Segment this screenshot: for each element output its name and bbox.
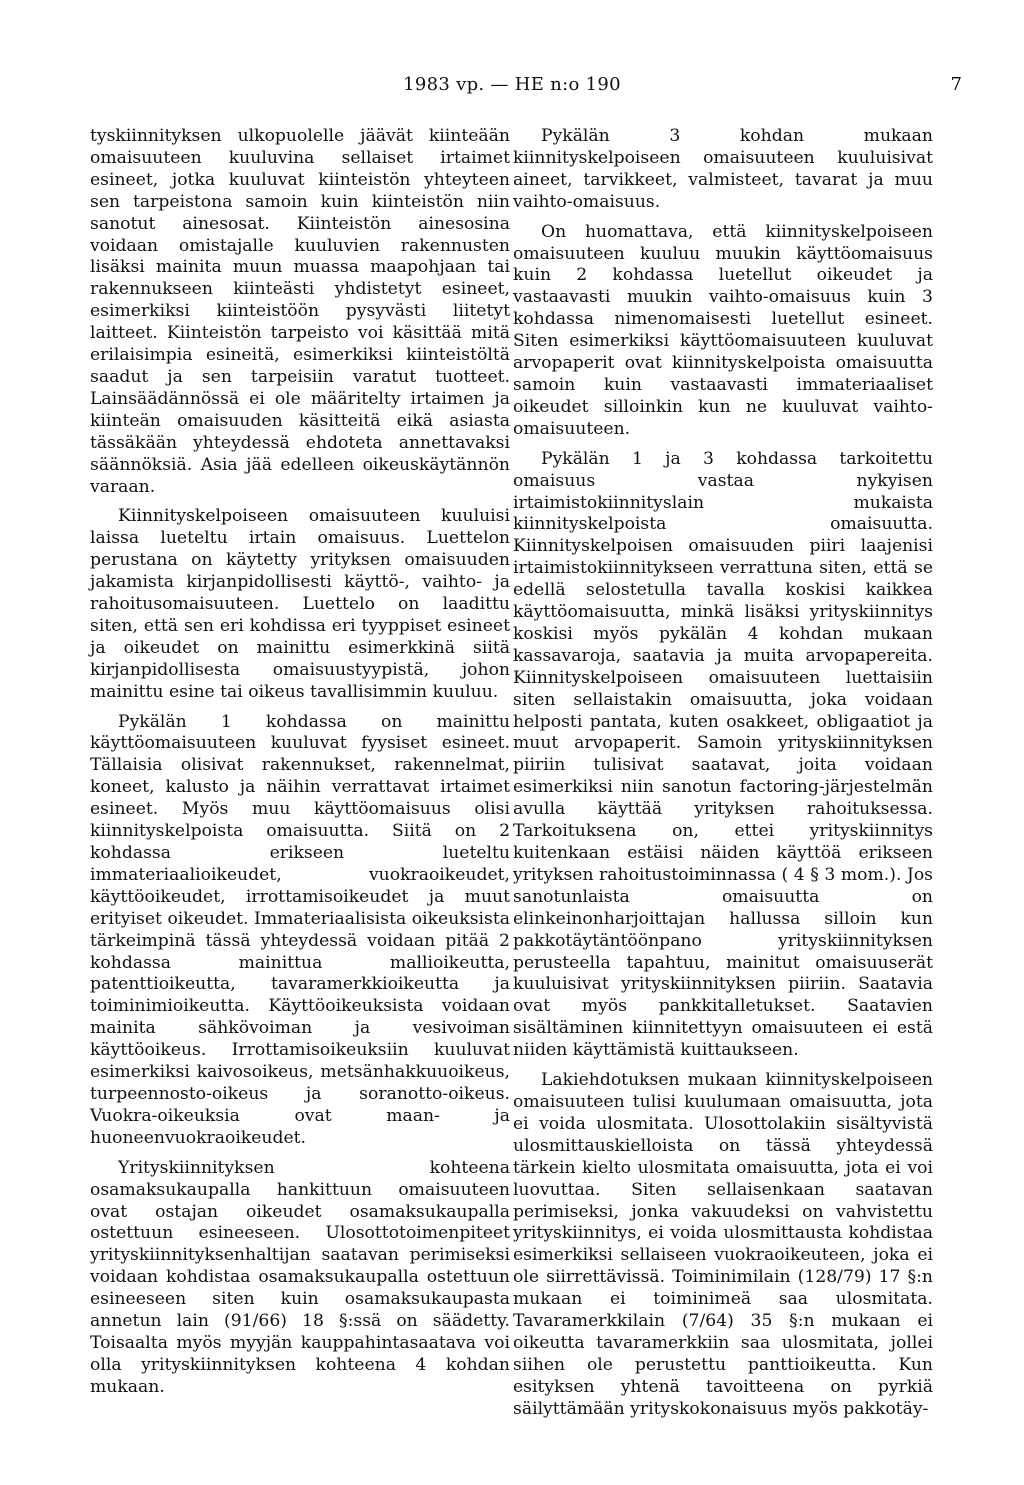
- page-header: [0, 74, 1024, 104]
- paragraph: tyskiinnityksen ulkopuolelle jäävät kiinteään omaisuuteen kuuluvina sellaiset irtaimet esineet, jotka kuuluvat kiinteistön yhteyteen sen tarpeistona samoin kuin kiinteistön niin sanotut ainesosat. Kiinteistön ainesosina voidaan omistajalle kuuluvien rakennusten lisäksi mainita muun muassa maapohjaan tai rakennukseen kiinteästi yhdistetyt esineet, esimerkiksi kiinteistöön pysyvästi liitetyt laitteet. Kiinteistön tarpeisto voi käsittää mitä erilaisimpia esineitä, esimerkiksi kiinteistöltä saadut ja sen tarpeisiin varatut tuotteet. Lainsäädännössä ei ole määritelty irtaimen ja kiinteän omaisuuden käsitteitä eikä asiasta tässäkään yhteydessä ehdoteta annettavaksi säännöksiä. Asia jää edelleen oikeuskäytännön varaan.: [90, 126, 510, 497]
- paragraph: Pykälän 1 ja 3 kohdassa tarkoitettu omaisuus vastaa nykyisen irtaimistokiinnityslain mukaista kiinnityskelpoista omaisuutta. Kiinnityskelpoisen omaisuuden piiri laajenisi irtaimistokiinnitykseen verrattuna siten, että se edellä selostetulla tavalla koskisi kaikkea käyttöomaisuutta, minkä lisäksi yrityskiinnitys koskisi myös pykälän 4 kohdan mukaan kassavaroja, saatavia ja muita arvopapereita. Kiinnityskelpoiseen omaisuuteen luettaisiin siten sellaistakin omaisuutta, joka voidaan helposti pantata, kuten osakkeet, obligaatiot ja muut arvopaperit. Samoin yrityskiinnityksen piiriin tulisivat saatavat, joita voidaan esimerkiksi niin sanotun factoring-järjestelmän avulla käyttää yrityksen rahoituksessa. Tarkoituksena on, ettei yrityskiinnitys kuitenkaan estäisi näiden käyttöä erikseen yrityksen rahoitustoiminnassa ( 4 § 3 mom.). Jos sanotunlaista omaisuutta on elinkeinonharjoittajan hallussa silloin kun pakkotäytäntöönpano yrityskiinnityksen perusteella tapahtuu, mainitut omaisuuserät kuuluisivat yrityskiinnityksen piiriin. Saatavia ovat myös pankkitalletukset. Saatavien sisältäminen kiinnitettyyn omaisuuteen ei estä niiden käyttämistä kuittaukseen.: [513, 448, 933, 1061]
- paragraph: Kiinnityskelpoiseen omaisuuteen kuuluisi laissa lueteltu irtain omaisuus. Luettelon perustana on käytetty yrityksen omaisuuden jakamista kirjanpidollisesti käyttö-, vaihto- ja rahoitusomaisuuteen. Luettelo on laadittu siten, että sen eri kohdissa eri tyyppiset esineet ja oikeudet on mainittu esimerkkinä siitä kirjanpidollisesta omaisuustyypistä, johon mainittu esine tai oikeus tavallisimmin kuuluu.: [90, 506, 510, 702]
- page-number: 7: [950, 74, 962, 95]
- paragraph: Pykälän 1 kohdassa on mainittu käyttöomaisuuteen kuuluvat fyysiset esineet. Tällaisia olisivat rakennukset, rakennelmat, koneet, kalusto ja näihin verrattavat irtaimet esineet. Myös muu käyttöomaisuus olisi kiinnityskelpoista omaisuutta. Siitä on 2 kohdassa erikseen lueteltu immateriaalioikeudet, vuokraoikeudet, käyttöoikeudet, irrottamisoikeudet ja muut erityiset oikeudet. Immateriaalisista oikeuksista tärkeimpinä tässä yhteydessä voidaan pitää 2 kohdassa mainittua mallioikeutta, patenttioikeutta, tavaramerkkioikeutta ja toiminimioikeutta. Käyttöoikeuksista voidaan mainita sähkövoiman ja vesivoiman käyttöoikeus. Irrottamisoikeuksiin kuuluvat esimerkiksi kaivosoikeus, metsänhakkuuoikeus, turpeennosto-oikeus ja soranotto-oikeus. Vuokra-oikeuksia ovat maan- ja huoneenvuokraoikeudet.: [90, 711, 510, 1148]
- paragraph: Yrityskiinnityksen kohteena osamaksukaupalla hankittuun omaisuuteen ovat ostajan oikeudet osamaksukaupalla ostettuun esineeseen. Ulosottotoimenpiteet yrityskiinnityksenhaltijan saatavan perimiseksi voidaan kohdistaa osamaksukaupalla ostettuun esineeseen siten kuin osamaksukaupasta annetun lain (91/66) 18 §:ssä on säädetty. Toisaalta myös myyjän kauppahintasaatava voi olla yrityskiinnityksen kohteena 4 kohdan mukaan.: [90, 1157, 510, 1397]
- paragraph: Lakiehdotuksen mukaan kiinnityskelpoiseen omaisuuteen tulisi kuulumaan omaisuutta, jota ei voida ulosmitata. Ulosottolakiin sisältyvistä ulosmittauskielloista on tässä yhteydessä tärkein kielto ulosmitata omaisuutta, jota ei voi luovuttaa. Siten sellaisenkaan saatavan perimiseksi, jonka vakuudeksi on vahvistettu yrityskiinnitys, ei voida ulosmittausta kohdistaa esimerkiksi sellaiseen vuokraoikeuteen, joka ei ole siirrettävissä. Toiminimilain (128/79) 17 §:n mukaan ei toiminimeä saa ulosmitata. Tavaramerkkilain (7/64) 35 §:n mukaan ei oikeutta tavaramerkkiin saa ulosmitata, jollei siihen ole perustettu panttioikeutta. Kun esityksen yhtenä tavoitteena on pyrkiä säilyttämään yrityskokonaisuus myös pakkotäy-: [513, 1070, 933, 1419]
- right-column: [513, 126, 933, 1421]
- paragraph: Pykälän 3 kohdan mukaan kiinnityskelpoiseen omaisuuteen kuuluisivat aineet, tarvikkeet, valmisteet, tavarat ja muu vaihto-omaisuus.: [513, 126, 933, 212]
- left-column: [90, 126, 510, 1399]
- paragraph: On huomattava, että kiinnityskelpoiseen omaisuuteen kuuluu muukin käyttöomaisuus kuin 2 kohdassa luetellut oikeudet ja vastaavasti muukin vaihto-omaisuus kuin 3 kohdassa nimenomaisesti luetellut esineet. Siten esimerkiksi käyttöomaisuuteen kuuluvat arvopaperit ovat kiinnityskelpoista omaisuutta samoin kuin vastaavasti immateriaaliset oikeudet silloinkin kun ne kuuluvat vaihto-omaisuuteen.: [513, 221, 933, 439]
- running-header: 1983 vp. — HE n:o 190: [403, 74, 621, 95]
